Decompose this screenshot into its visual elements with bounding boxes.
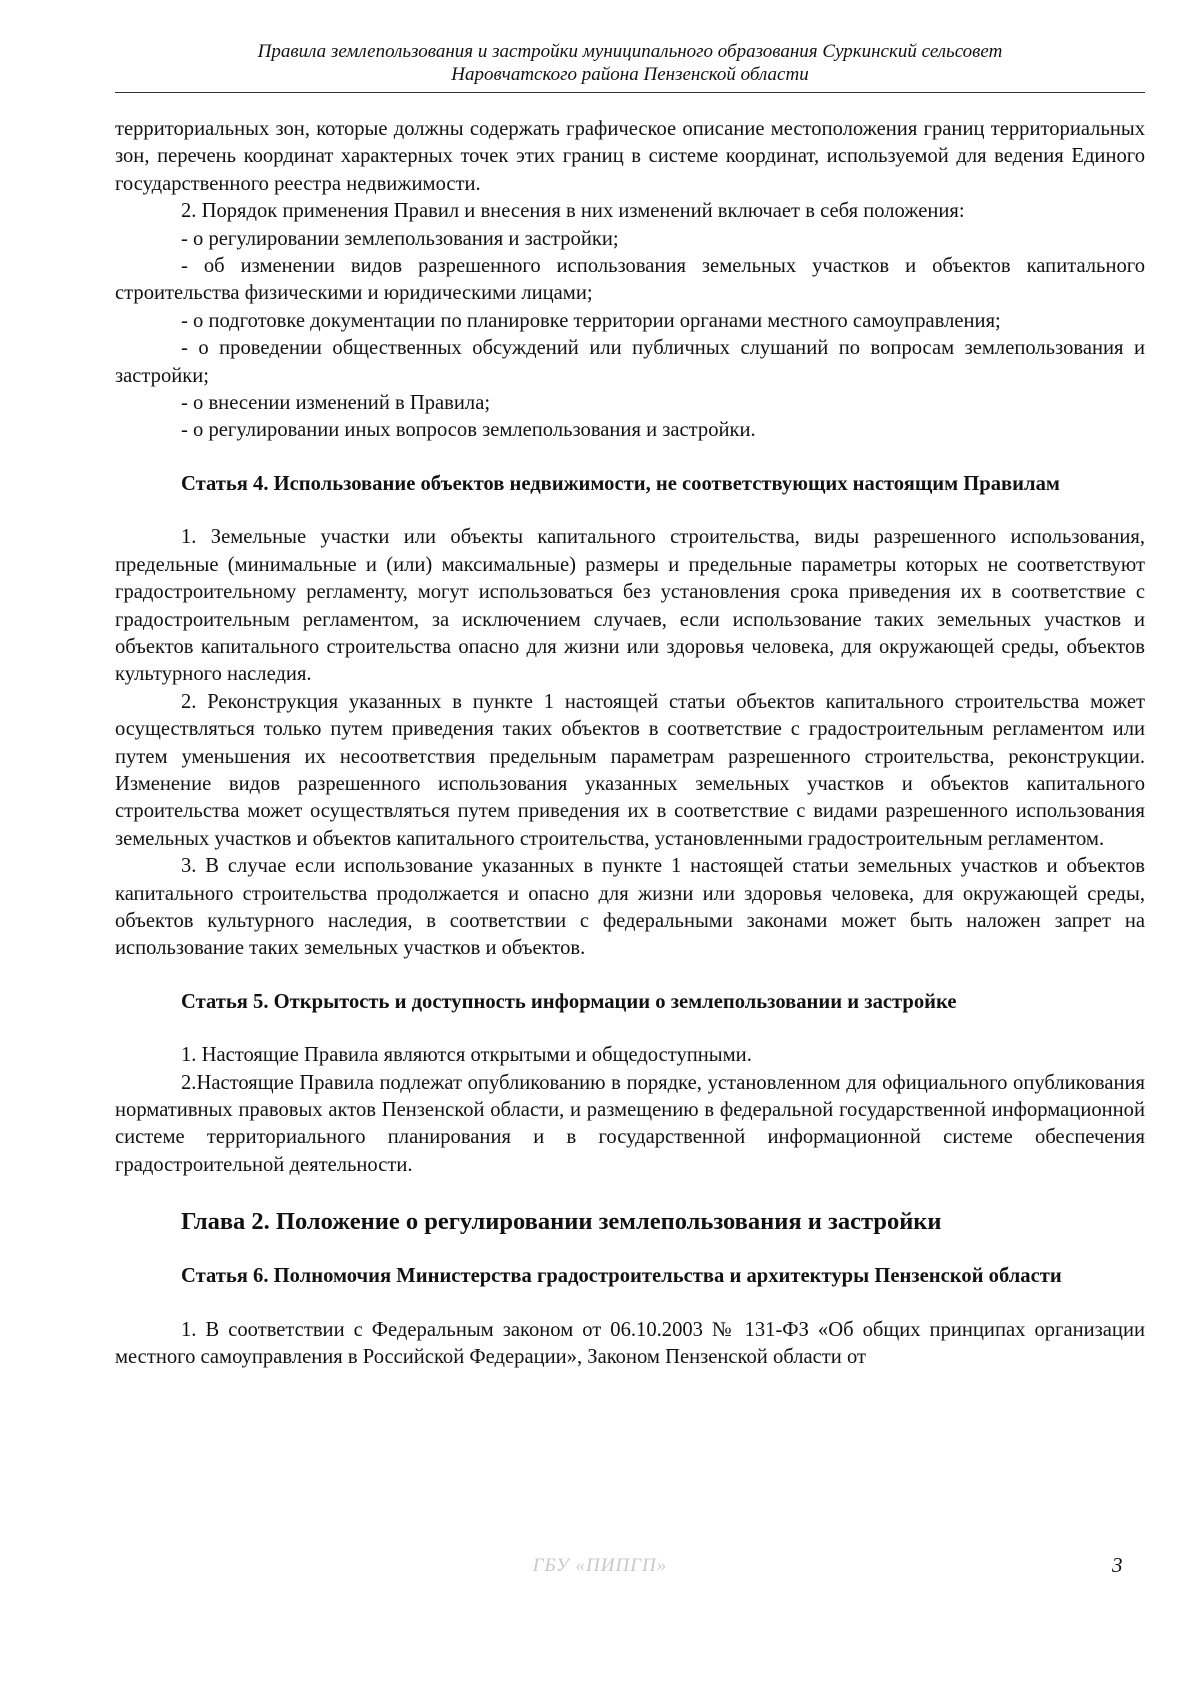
- list-item: - о регулировании иных вопросов землепользования и застройки.: [181, 419, 756, 442]
- running-header: [115, 40, 1145, 86]
- page-content: [115, 116, 1145, 1371]
- article-5-paragraph-2: 2.Настоящие Правила подлежат опубликованию в порядке, установленном для официального опубликования нормативных правовых актов Пензенской области, и размещению в федеральной государственной информационной системе территориального планирования и в государственной информационной системе обеспечения градостроительной деятельности.: [115, 1071, 1145, 1176]
- running-header-line-2: Наровчатского района Пензенской области: [451, 64, 809, 85]
- running-header-line-1: Правила землепользования и застройки муниципального образования Суркинский сельсовет: [257, 41, 1003, 62]
- paragraph-continuation: территориальных зон, которые должны содержать графическое описание местоположения границ территориальных зон, перечень координат характерных точек этих границ в системе координат, используемой для ведения Единого государственного реестра недвижимости.: [115, 118, 1145, 195]
- page-number: 3: [1112, 1553, 1123, 1577]
- article-5-heading: Статья 5. Открытость и доступность информации о землепользовании и застройке: [181, 990, 957, 1013]
- list-item: - о внесении изменений в Правила;: [181, 392, 491, 415]
- header-rule: [115, 92, 1145, 93]
- article-4-paragraph-1: 1. Земельные участки или объекты капитального строительства, виды разрешенного использования, предельные (минимальные и (или) максимальные) размеры и предельные параметры которых не соответствуют градостроительному регламенту, могут использоваться без установления срока приведения их в соответствие с градостроительным регламентом, за исключением случаев, если использование таких земельных участков и объектов капитального строительства опасно для жизни или здоровья человека, для окружающей среды, объектов культурного наследия.: [115, 526, 1145, 686]
- article-4-heading: Статья 4. Использование объектов недвижимости, не соответствующих настоящим Правилам: [181, 472, 1060, 495]
- list-item: - об изменении видов разрешенного использования земельных участков и объектов капитального строительства физическими и юридическими лицами;: [115, 255, 1145, 305]
- article-6-paragraph-1: 1. В соответствии с Федеральным законом от 06.10.2003 № 131-ФЗ «Об общих принципах организации местного самоуправления в Российской Федерации», Законом Пензенской области от: [115, 1318, 1145, 1369]
- article-5-paragraph-1: 1. Настоящие Правила являются открытыми и общедоступными.: [181, 1044, 752, 1067]
- list-item: - о регулировании землепользования и застройки;: [181, 227, 619, 250]
- article-4-paragraph-3: 3. В случае если использование указанных в пункте 1 настоящей статьи земельных участков и объектов капитального строительства продолжается и опасно для жизни или здоровья человека, для окружающей среды, объектов культурного наследия, в соответствии с федеральными законами может быть наложен запрет на использование таких земельных участков и объектов.: [115, 855, 1145, 960]
- paragraph-point-2: 2. Порядок применения Правил и внесения в них изменений включает в себя положения:: [181, 200, 965, 223]
- article-4-paragraph-2: 2. Реконструкция указанных в пункте 1 настоящей статьи объектов капитального строительства может осуществляться только путем приведения таких объектов в соответствие с градостроительным регламентом или путем уменьшения их несоответствия предельным параметрам разрешенного строительства, реконструкции. Изменение видов разрешенного использования указанных земельных участков и объектов капитального строительства может осуществляться путем приведения их в соответствие с видами разрешенного использования земельных участков и объектов капитального строительства, установленными градостроительным регламентом.: [115, 690, 1145, 850]
- footer-organization: ГБУ «ПИПГП»: [532, 1555, 668, 1576]
- list-item: - о проведении общественных обсуждений или публичных слушаний по вопросам землепользования и застройки;: [115, 337, 1145, 387]
- article-6-heading: Статья 6. Полномочия Министерства градостроительства и архитектуры Пензенской области: [181, 1265, 1062, 1288]
- chapter-2-heading: Глава 2. Положение о регулировании землепользования и застройки: [181, 1208, 942, 1236]
- list-item: - о подготовке документации по планировке территории органами местного самоуправления;: [181, 309, 1001, 332]
